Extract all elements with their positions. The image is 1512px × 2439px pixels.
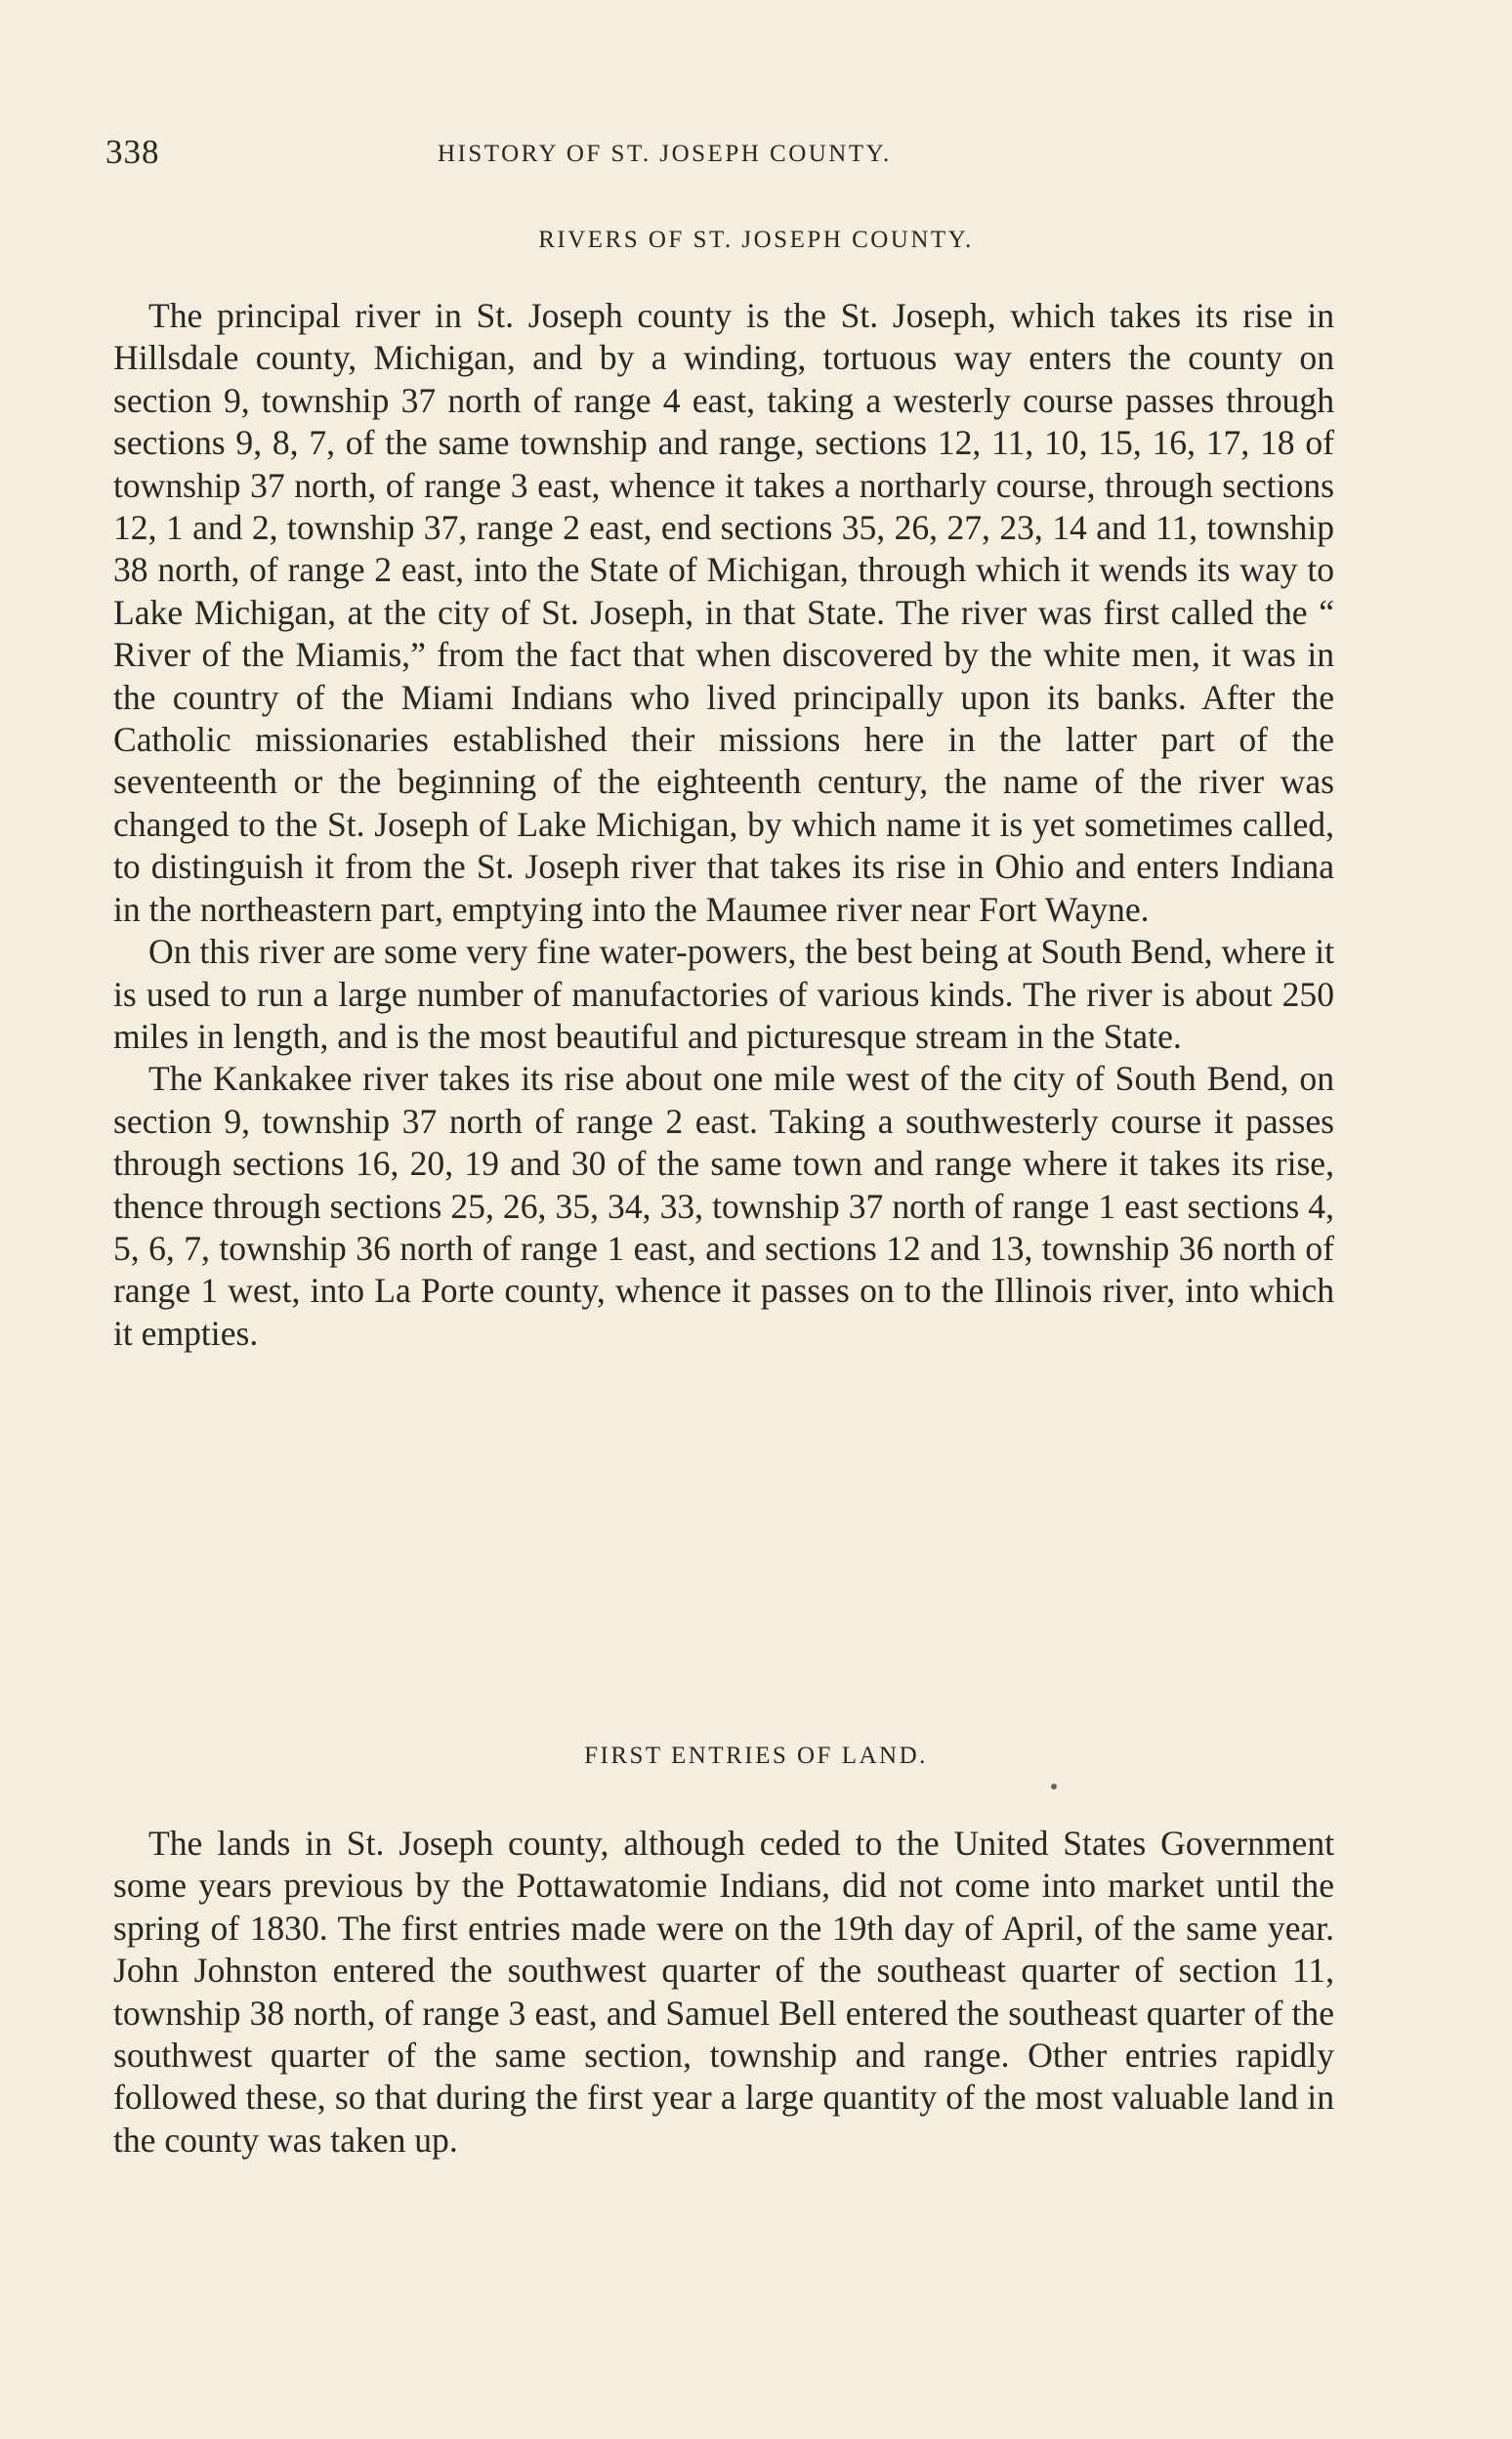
section-heading-rivers: RIVERS OF ST. JOSEPH COUNTY.	[538, 227, 974, 253]
ink-speck	[1051, 1784, 1057, 1789]
paragraph: The principal river in St. Joseph county is the St. Joseph, which takes its rise in Hillsdale county, Michigan, and by a winding, tortuous way enters the county on section 9, township 37 north of range 4 east, taking a westerly course passes through sections 9, 8, 7, of the same township and range, sections 12, 11, 10, 15, 16, 17, 18 of township 37 north, of range 3 east, whence it takes a northarly course, through sections 12, 1 and 2, township 37, range 2 east, end sections 35, 26, 27, 23, 14 and 11, township 38 north, of range 2 east, into the State of Michigan, through which it wends its way to Lake Michigan, at the city of St. Joseph, in that State. The river was first called the “ River of the Miamis,” from the fact that when discovered by the white men, it was in the country of the Miami Indians who lived principally upon its banks. After the Catholic missionaries established their missions here in the latter part of the seventeenth or the beginning of the eighteenth century, the name of the river was changed to the St. Joseph of Lake Michigan, by which name it is yet sometimes called, to distinguish it from the St. Joseph river that takes its rise in Ohio and enters Indiana in the northeastern part, emptying into the Maumee river near Fort Wayne.	[113, 296, 1334, 929]
page-number: 338	[105, 133, 160, 171]
running-title: HISTORY OF ST. JOSEPH COUNTY.	[438, 141, 892, 167]
paragraph: On this river are some very fine water-powers, the best being at South Bend, where it is used to run a large number of manufactories of various kinds. The river is about 250 miles in length, and is the most beautiful and picturesque stream in the State.	[113, 932, 1334, 1056]
section-body-rivers	[113, 295, 1334, 1355]
section-body-first-entries	[113, 1823, 1334, 2162]
paragraph: The Kankakee river takes its rise about one mile west of the city of South Bend, on section 9, township 37 north of range 2 east. Taking a southwesterly course it passes through sections 16, 20, 19 and 30 of the same town and range where it takes its rise, thence through sections 25, 26, 35, 34, 33, township 37 north of range 1 east sections 4, 5, 6, 7, township 36 north of range 1 east, and sections 12 and 13, township 36 north of range 1 west, into La Porte county, whence it passes on to the Illinois river, into which it empties.	[113, 1059, 1334, 1353]
paragraph: The lands in St. Joseph county, although ceded to the United States Government some years previous by the Pottawatomie Indians, did not come into market until the spring of 1830. The first entries made were on the 19th day of April, of the same year. John Johnston entered the southwest quarter of the southeast quarter of section 11, township 38 north, of range 3 east, and Samuel Bell entered the southeast quarter of the southwest quarter of the same section, township and range. Other entries rapidly followed these, so that during the first year a large quantity of the most valuable land in the county was taken up.	[113, 1824, 1334, 2160]
section-heading-first-entries: FIRST ENTRIES OF LAND.	[584, 1743, 928, 1769]
running-head	[105, 133, 1371, 172]
